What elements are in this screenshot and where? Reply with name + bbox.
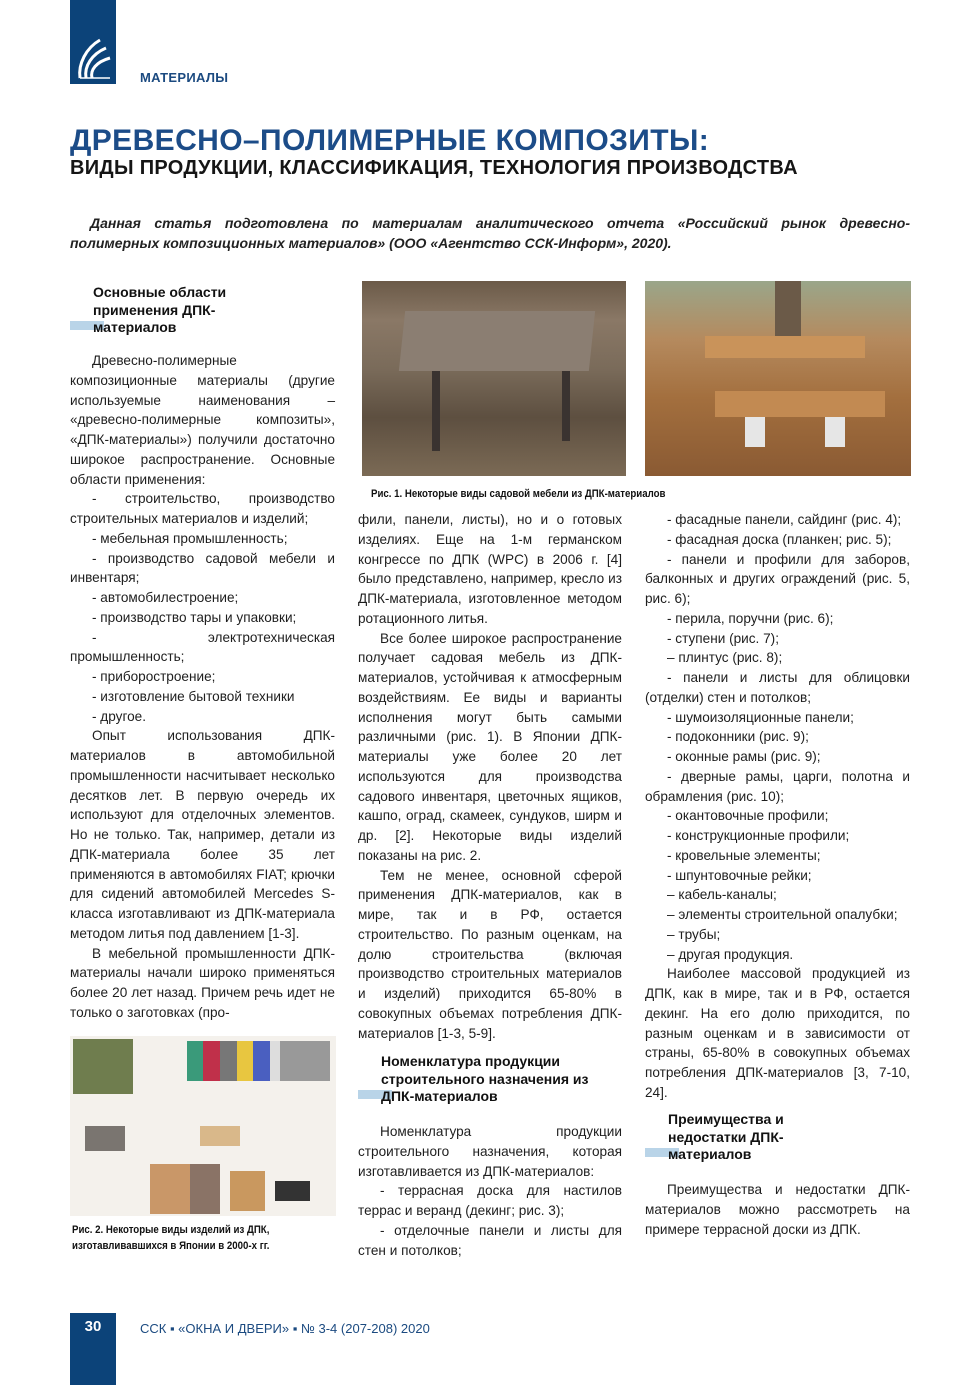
list-item: - изготовление бытовой техники — [92, 688, 295, 704]
page-title: ДРЕВЕСНО–ПОЛИМЕРНЫЕ КОМПОЗИТЫ: — [70, 124, 710, 157]
list-item: - подоконники (рис. 9); — [667, 729, 809, 745]
figure-2-caption: Рис. 2. Некоторые виды изделий из ДПК, изготавливавшихся в Японии в 2000-х гг. — [72, 1224, 270, 1252]
paragraph: Наиболее массовой продукцией из ДПК, как в мире, так и в РФ, остается декинг. На его долю приходится, по разным оценкам и в зависимости от страны, 65-80% в совокупных объемах потребления ДПК-материалов [3, 7-10, 24]. — [645, 966, 910, 1100]
figure-1-bench-photo — [645, 281, 911, 476]
column-2-lower — [358, 1122, 622, 1260]
list-item: - дверные рамы, царги, полотна и обрамления (рис. 10); — [645, 768, 910, 804]
list-item: - конструкционные профили; — [667, 828, 850, 843]
column-2 — [358, 510, 622, 1043]
column-3-lower — [645, 1180, 910, 1239]
list-item: - фасадные панели, сайдинг (рис. 4); — [667, 512, 902, 527]
figure-2-products-image — [70, 1036, 336, 1216]
list-item: - террасная доска для настилов террас и веранд (декинг; рис. 3); — [358, 1183, 622, 1218]
paragraph: Древесно-полимерные композиционные материалы (другие используемые наименования – «древесно-полимерные композиты», «ДПК-материалы») получили достаточно широкое распространение. Основные области применения: — [70, 353, 335, 487]
list-item: - ступени (рис. 7); — [667, 630, 779, 646]
list-item: - шумоизоляционные панели; — [667, 709, 854, 725]
list-item: - приборостроение; — [92, 669, 216, 684]
list-item: – трубы; — [667, 926, 721, 942]
footer-text: ССК ▪ «ОКНА И ДВЕРИ» ▪ № 3-4 (207-208) 2020 — [140, 1321, 430, 1336]
list-item: - оконные рамы (рис. 9); — [667, 749, 821, 764]
paragraph: Преимущества и недостатки ДПК-материалов можно рассмотреть на примере террасной доски из ДПК. — [645, 1182, 910, 1237]
heading-applications: Основные области применения ДПК-материалов — [70, 284, 290, 337]
intro-text: Данная статья подготовлена по материалам аналитического отчета «Российский рынок древесно-полимерных композиционных материалов» (ООО «Агентство ССК-Информ», 2020). — [70, 215, 910, 251]
list-item: - перила, поручни (рис. 6); — [667, 610, 834, 626]
figure-1-caption: Рис. 1. Некоторые виды садовой мебели из ДПК-материалов — [371, 488, 666, 500]
list-item: - производство тары и упаковки; — [92, 609, 297, 625]
list-item: - панели и профили для заборов, балконных и других ограждений (рис. 5, рис. 6); — [645, 551, 910, 606]
paragraph: Опыт использования ДПК-материалов в автомобильной промышленности насчитывает несколько десятков лет. В первую очередь их используют для отделочных элементов. Но не только. Так, например, детали из ДПК-материала более 35 лет применяются в автомобилях FIAT; крючки для сидений автомобилей Mercedes S-класса изготавливают из ДПК-материала методом литья под давлением [1-3]. — [70, 728, 335, 941]
column-1 — [70, 351, 335, 1023]
paragraph: Номенклатура продукции строительного назначения, которая изготавливается из ДПК-материалов: — [358, 1124, 622, 1179]
list-item: - панели и листы для облицовки (отделки) стен и потолков; — [645, 670, 910, 705]
figure-1-table-photo — [362, 281, 626, 476]
list-item: – элементы строительной опалубки; — [667, 907, 898, 922]
page-number: 30 — [84, 1318, 102, 1335]
list-item: - автомобилестроение; — [92, 590, 239, 605]
list-item: - кровельные элементы; — [667, 847, 821, 863]
page-subtitle: ВИДЫ ПРОДУКЦИИ, КЛАССИФИКАЦИЯ, ТЕХНОЛОГИЯ ПРОИЗВОДСТВА — [70, 157, 798, 179]
list-item: - фасадная доска (планкен; рис. 5); — [667, 531, 892, 547]
paragraph: фили, панели, листы), но и о готовых изделиях. Еще на 1-м германском конгрессе по ДПК (WPC) в 2006 г. [4] было представлено, например, кресло из ДПК-материала, изготовленное методом ротационного литья. — [358, 512, 622, 626]
list-item: - окантовочные профили; — [667, 808, 829, 824]
paragraph: Все более широкое распространение получает садовая мебель из ДПК-материалов, устойчивая к атмосферным воздействиям. Ее виды и варианты исполнения могут быть самыми различными (рис. 1). В Японии ДПК-материалы уже более 20 лет используются для производства садового инвентаря, цветочных ящиков, кашпо, оград, скамеек, сундуков, ширм и др. [2]. Некоторые виды изделий показаны на рис. 2. — [358, 630, 622, 863]
list-item: - отделочные панели и листы для стен и потолков; — [358, 1222, 622, 1258]
list-item: - другое. — [92, 708, 146, 724]
section-label: МАТЕРИАЛЫ — [140, 70, 229, 85]
list-item: – плинтус (рис. 8); — [667, 650, 783, 666]
paragraph: Тем не менее, основной сферой применения ДПК-материалов, как в мире, так и в РФ, остается строительство. По разным оценкам, на долю строительства (включая производство строительных материалов и изделий) приходится 65-80% в совокупных объемах потребления ДПК-материалов [1-3, 5-9]. — [358, 867, 622, 1041]
list-item: - строительство, производство строительных материалов и изделий; — [70, 491, 335, 526]
logo-icon — [74, 38, 112, 80]
list-item: - производство садовой мебели и инвентаря; — [70, 550, 335, 586]
list-item: - электротехническая промышленность; — [70, 629, 335, 665]
list-item: – другая продукция. — [667, 946, 794, 962]
paragraph: В мебельной промышленности ДПК-материалы начали широко применяться более 20 лет назад. Причем речь идет не только о заготовках (про- — [70, 945, 335, 1020]
heading-advantages: Преимущества и недостатки ДПК-материалов — [645, 1111, 845, 1164]
list-item: – кабель-каналы; — [667, 887, 777, 903]
column-3 — [645, 510, 910, 1103]
list-item: - шпунтовочные рейки; — [667, 867, 812, 883]
heading-nomenclature: Номенклатура продукции строительного назначения из ДПК-материалов — [358, 1053, 608, 1106]
list-item: - мебельная промышленность; — [92, 530, 288, 546]
